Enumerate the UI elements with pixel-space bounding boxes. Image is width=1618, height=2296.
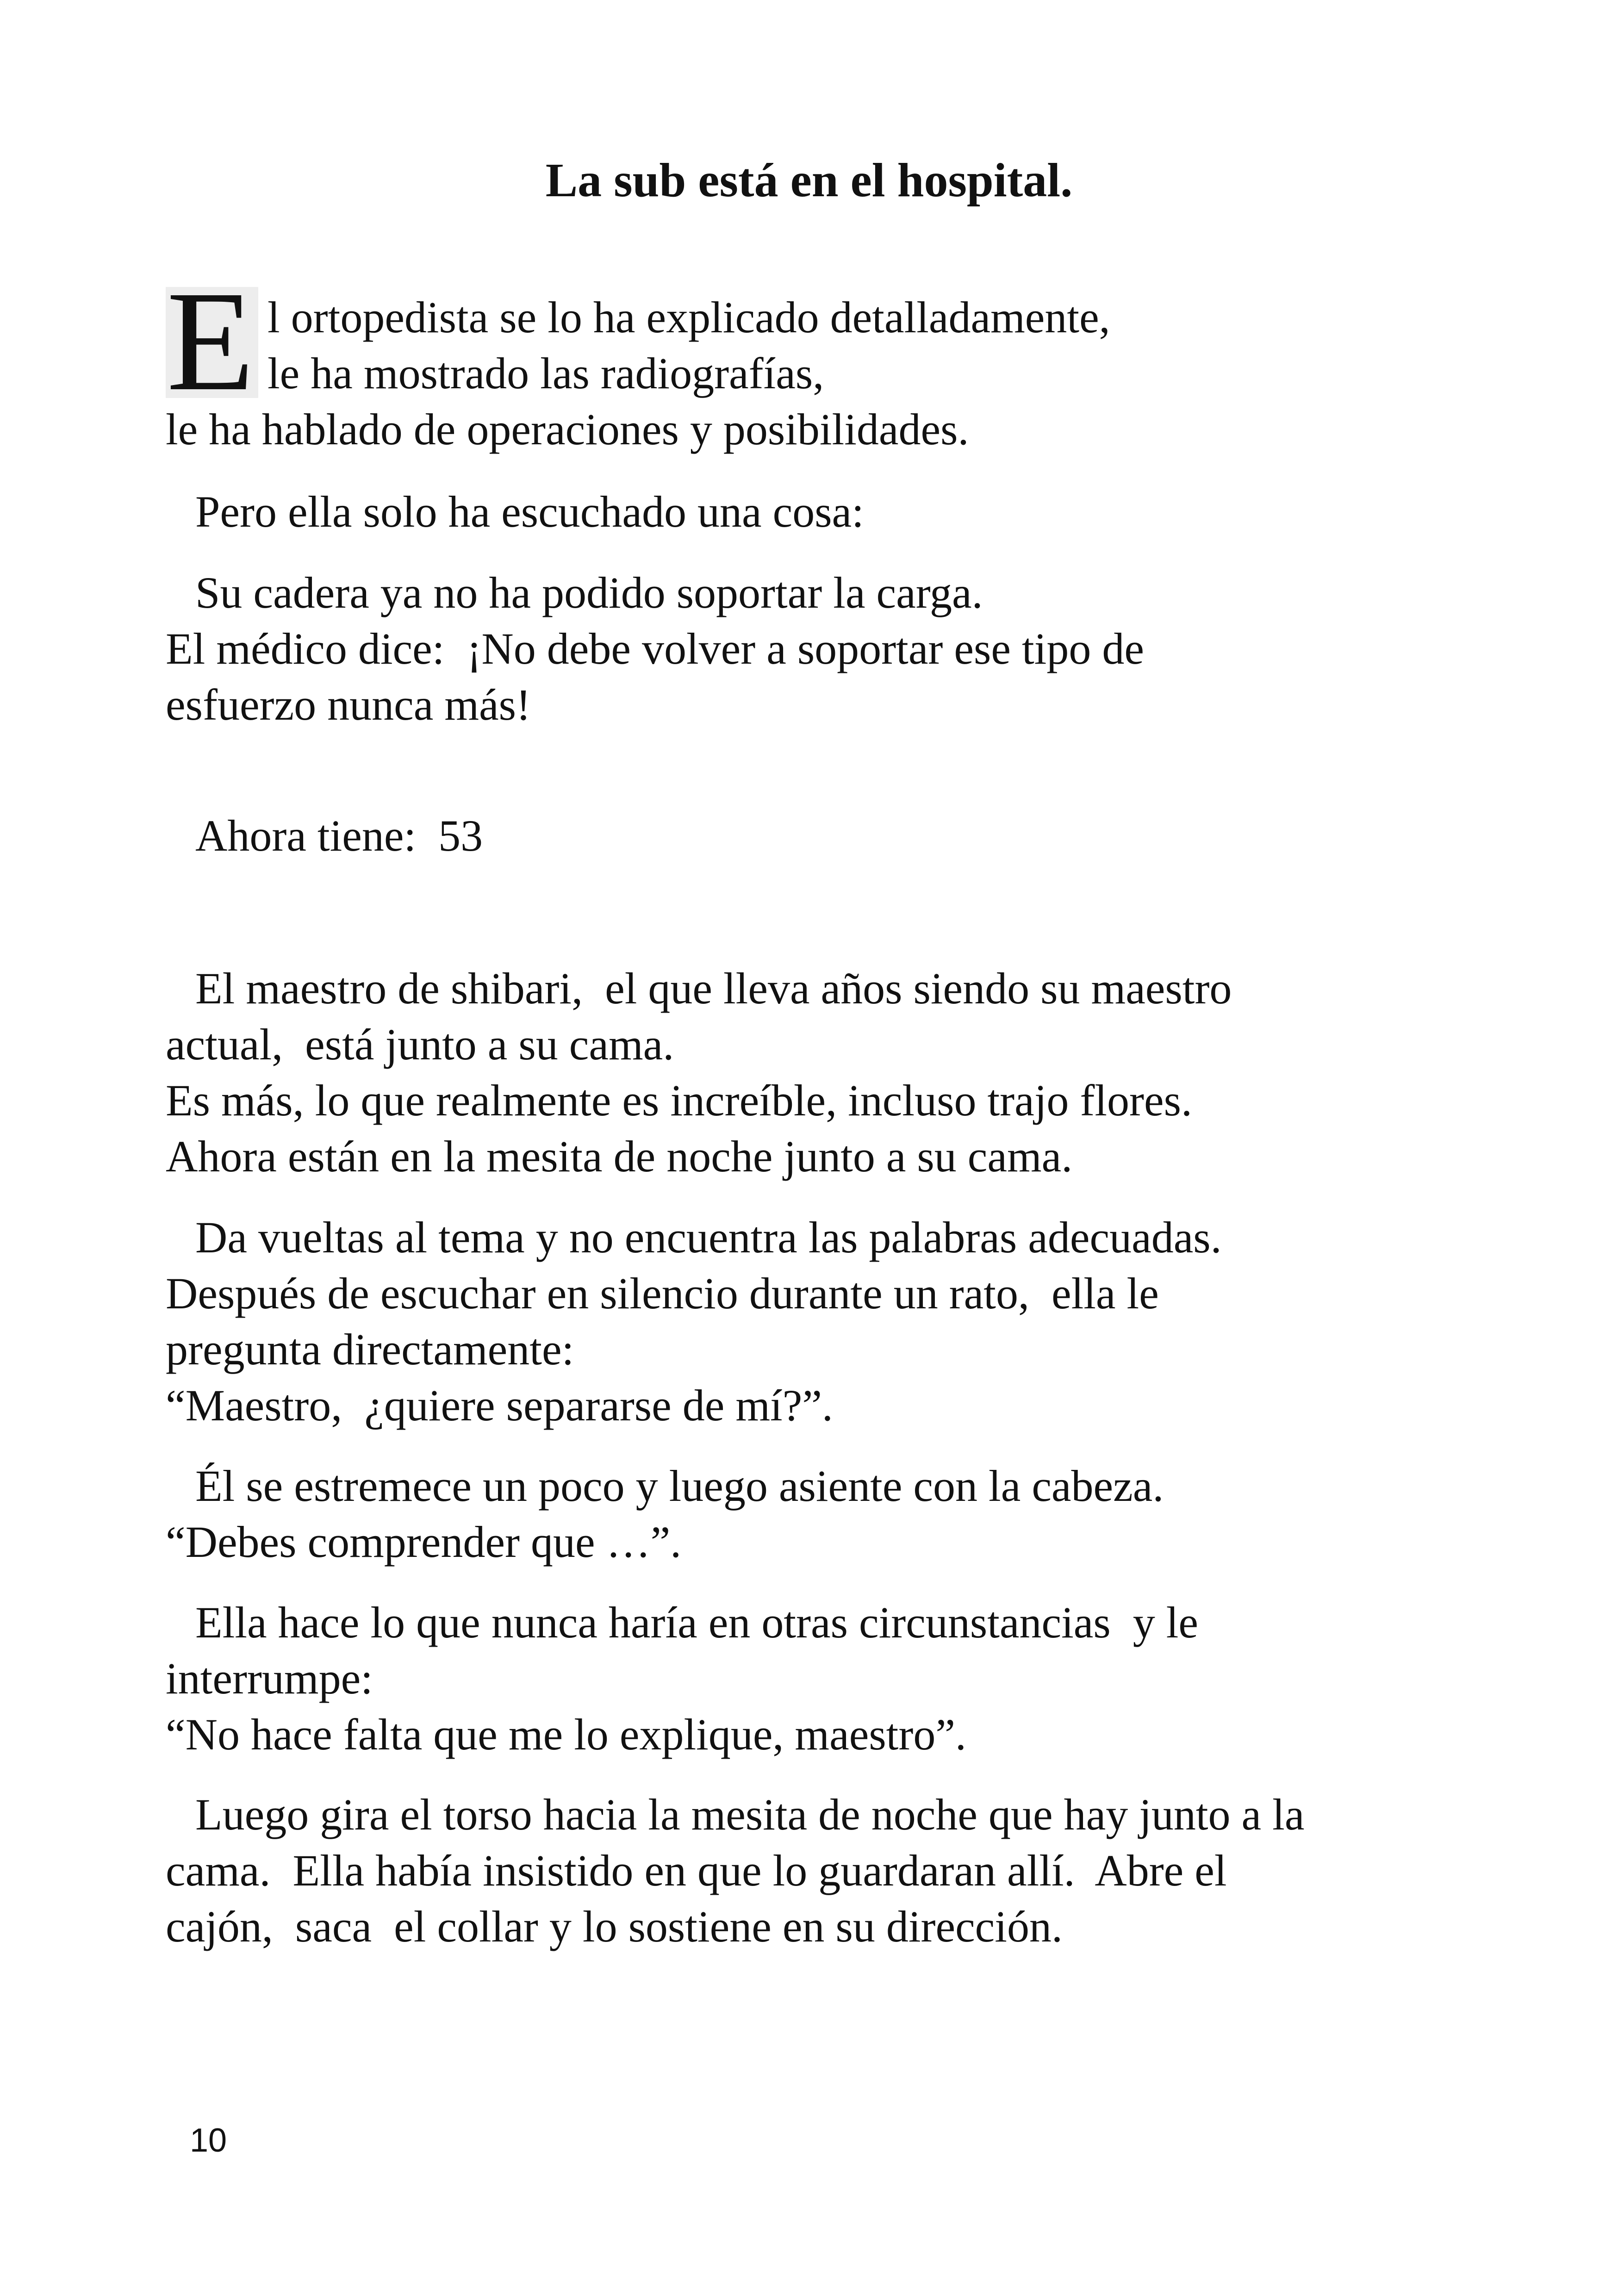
drop-cap bbox=[166, 262, 258, 421]
text-line: “No hace falta que me lo explique, maestro”. bbox=[166, 1710, 966, 1759]
text-line: Luego gira el torso hacia la mesita de noche que hay junto a la bbox=[195, 1790, 1305, 1839]
text-line: cajón, saca el collar y lo sostiene en su dirección. bbox=[166, 1902, 1063, 1951]
text-line: Él se estremece un poco y luego asiente con la cabeza. bbox=[195, 1461, 1164, 1511]
text-line: Después de escuchar en silencio durante un rato, ella le bbox=[166, 1269, 1159, 1318]
text-line: Ella hace lo que nunca haría en otras circunstancias y le bbox=[195, 1598, 1199, 1647]
text-line: Ahora tiene: 53 bbox=[195, 811, 483, 860]
text-line: El maestro de shibari, el que lleva años siendo su maestro bbox=[195, 964, 1232, 1013]
text-line: le ha mostrado las radiografías, bbox=[268, 348, 824, 398]
drop-cap-letter: E bbox=[167, 262, 255, 421]
text-line: Su cadera ya no ha podido soportar la carga. bbox=[195, 568, 983, 617]
text-line: Da vueltas al tema y no encuentra las palabras adecuadas. bbox=[195, 1213, 1222, 1262]
text-line: Ahora están en la mesita de noche junto a su cama. bbox=[166, 1132, 1073, 1181]
text-line: Pero ella solo ha escuchado una cosa: bbox=[195, 487, 864, 536]
text-line: cama. Ella había insistido en que lo guardaran allí. Abre el bbox=[166, 1846, 1227, 1895]
text-line: “Maestro, ¿quiere separarse de mí?”. bbox=[166, 1381, 833, 1430]
text-line: l ortopedista se lo ha explicado detalladamente, bbox=[268, 292, 1110, 342]
chapter-title: La sub está en el hospital. bbox=[545, 154, 1073, 207]
text-line: actual, está junto a su cama. bbox=[166, 1020, 674, 1069]
page-number: 10 bbox=[190, 2122, 227, 2159]
text-line: interrumpe: bbox=[166, 1654, 373, 1703]
text-line: “Debes comprender que …”. bbox=[166, 1517, 682, 1567]
text-line: le ha hablado de operaciones y posibilidades. bbox=[166, 404, 969, 454]
text-line: pregunta directamente: bbox=[166, 1325, 574, 1374]
text-line: El médico dice: ¡No debe volver a soportar ese tipo de bbox=[166, 624, 1144, 673]
text-line: esfuerzo nunca más! bbox=[166, 680, 531, 729]
text-line: Es más, lo que realmente es increíble, incluso trajo flores. bbox=[166, 1076, 1192, 1125]
